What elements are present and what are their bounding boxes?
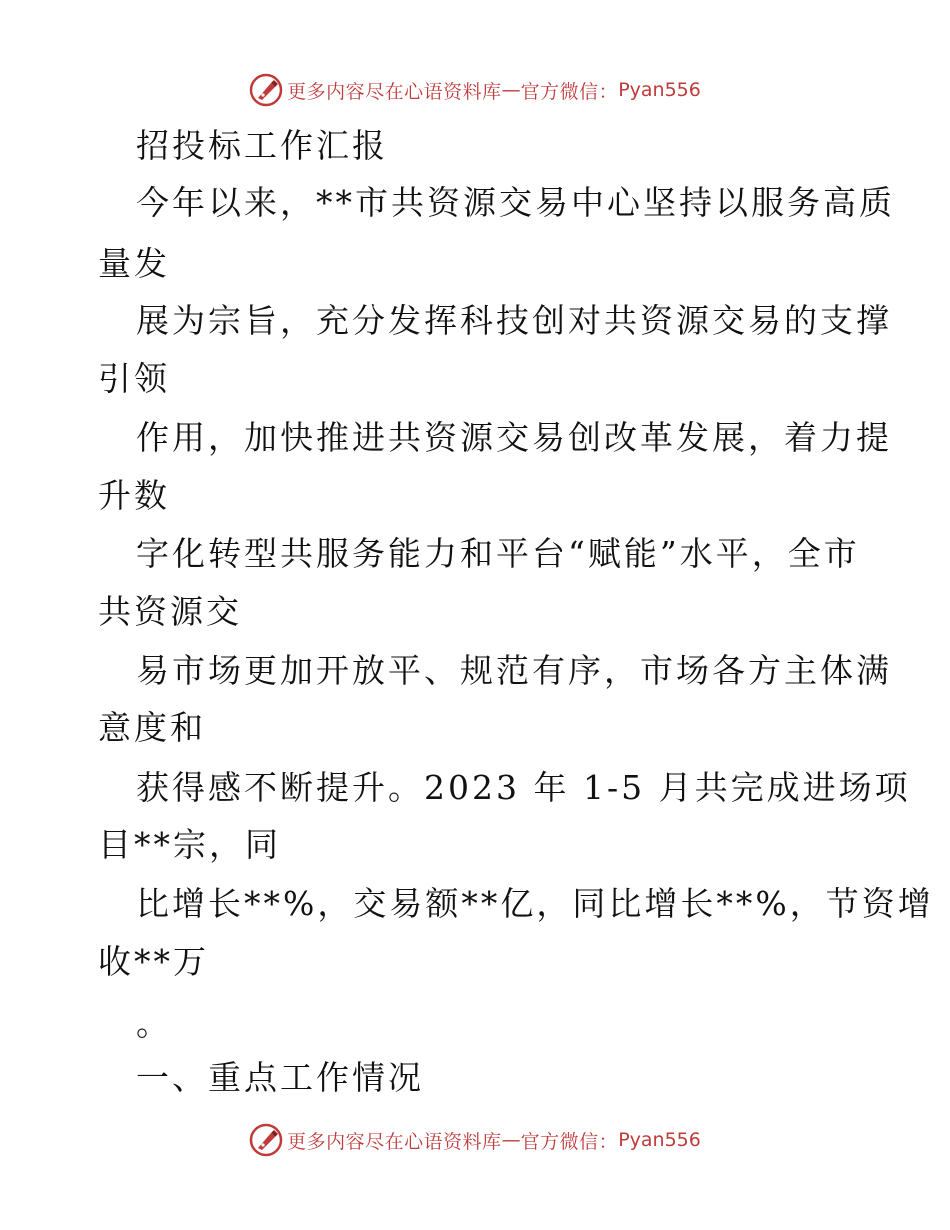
pen-nib-logo-icon: [249, 1123, 283, 1157]
paragraph-line: 量发: [98, 244, 170, 283]
paragraph-line: 获得感不断提升。2023 年 1-5 月共完成进场项: [136, 768, 911, 807]
paragraph-line: 升数: [98, 476, 170, 515]
paragraph-line: 目**宗，同: [98, 825, 281, 864]
footer-watermark-banner: [0, 1120, 950, 1160]
paragraph-line: 引领: [98, 359, 170, 398]
header-watermark-banner: [0, 70, 950, 110]
banner-brand-text: 更多内容尽在心语资料库: [287, 1130, 502, 1153]
paragraph-line: 意度和: [98, 708, 206, 747]
banner-separator: —: [501, 79, 521, 101]
paragraph-line: 展为宗旨，充分发挥科技创对共资源交易的支撑: [136, 301, 892, 340]
paragraph-line: 作用，加快推进共资源交易创改革发展，着力提: [136, 418, 892, 457]
paragraph-line: 。: [136, 1004, 172, 1043]
paragraph-line: 收**万: [98, 942, 209, 981]
pen-nib-logo-icon: [249, 73, 283, 107]
paragraph-line: 易市场更加开放平、规范有序，市场各方主体满: [136, 651, 892, 690]
banner-wechat-id: Pyan556: [618, 1129, 701, 1151]
paragraph-line: 比增长**%，交易额**亿，同比增长**%，节资增: [136, 884, 934, 923]
banner-separator: —: [501, 1129, 521, 1151]
document-title: 招投标工作汇报: [136, 126, 388, 165]
banner-brand-text: 更多内容尽在心语资料库: [287, 80, 502, 103]
banner-wechat-id: Pyan556: [618, 79, 701, 101]
banner-wechat-label: 官方微信：: [520, 80, 619, 103]
section-heading: 一、重点工作情况: [136, 1058, 424, 1097]
paragraph-line: 共资源交: [98, 592, 242, 631]
paragraph-line: 今年以来，**市共资源交易中心坚持以服务高质: [136, 183, 895, 222]
banner-wechat-label: 官方微信：: [520, 1130, 619, 1153]
paragraph-line: 字化转型共服务能力和平台“赋能”水平，全市: [136, 534, 860, 573]
